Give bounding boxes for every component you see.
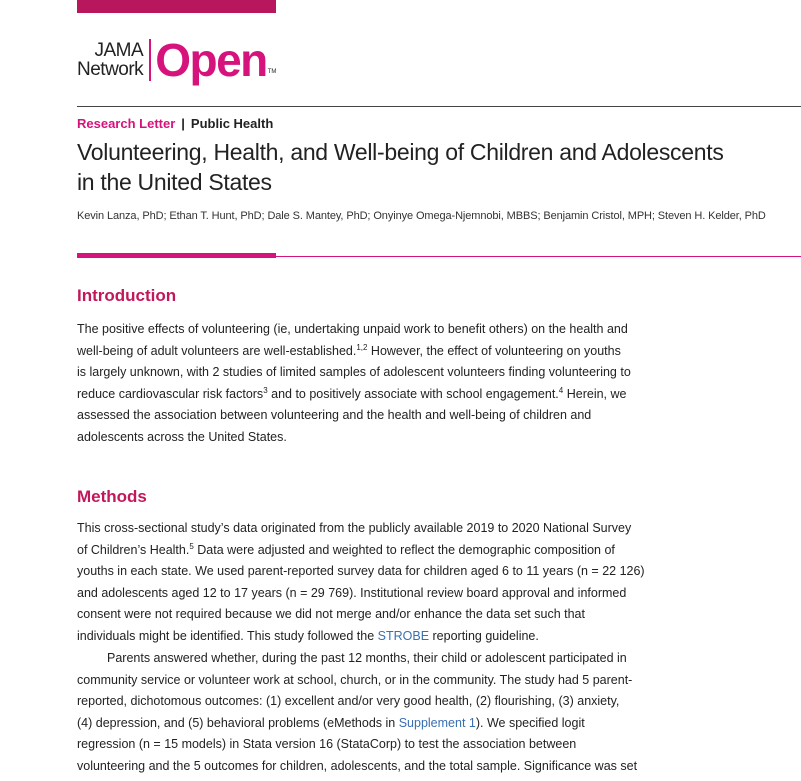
logo-jama-text: JAMA — [94, 40, 144, 61]
text-run: (4) depression, and (5) behavioral problems (eMethods in — [77, 715, 399, 730]
text-run: reduce cardiovascular risk factors — [77, 386, 264, 401]
journal-logo[interactable] — [77, 34, 277, 86]
text-run: reporting guideline. — [429, 628, 539, 643]
text-line: reported, dichotomous outcomes: (1) excellent and/or very good health, (2) flourishing, (3) anxiety, — [77, 694, 620, 709]
text-line: adolescents across the United States. — [77, 429, 287, 444]
text-line — [77, 713, 637, 735]
text-line: youths in each state. We used parent-reported survey data for children aged 6 to 11 years (n = 22 126) — [77, 564, 645, 579]
text-run: individuals might be identified. This study followed the — [77, 628, 378, 643]
logo-trademark: TM — [267, 69, 277, 75]
text-line: is largely unknown, with 2 studies of limited samples of adolescent volunteers finding volunteering to — [77, 365, 631, 380]
text-run: However, the effect of volunteering on youths — [367, 343, 621, 358]
text-line — [77, 384, 631, 406]
strobe-link[interactable]: STROBE — [377, 628, 430, 643]
text-line: volunteering and the 5 outcomes for children, adolescents, and the total sample. Significance was set — [77, 758, 638, 773]
text-run: of Children’s Health. — [77, 542, 190, 557]
text-line: assessed the association between volunteering and the health and well-being of children and — [77, 408, 592, 423]
text-line — [77, 341, 631, 363]
text-run: Data were adjusted and weighted to reflect the demographic composition of — [193, 542, 615, 557]
text-line: regression (n = 15 models) in Stata version 16 (StataCorp) to test the association between — [77, 737, 577, 752]
logo-open-text: Open — [155, 34, 267, 86]
text-line: consent were not required because we did not merge and/or enhance the data set such that — [77, 607, 585, 622]
introduction-heading: Introduction — [77, 286, 177, 305]
logo-divider — [149, 39, 151, 81]
kicker-separator: | — [181, 116, 185, 131]
methods-paragraph-1 — [77, 518, 645, 648]
text-line: Parents answered whether, during the past 12 months, their child or adolescent participated in — [107, 651, 627, 665]
text-line: This cross-sectional study’s data originated from the publicly available 2019 to 2020 National Survey — [77, 521, 632, 535]
header-divider — [77, 106, 801, 107]
article-kicker — [77, 116, 273, 131]
section-thin-rule — [276, 256, 801, 257]
title-line: in the United States — [77, 169, 272, 195]
text-line — [77, 626, 645, 648]
methods-heading: Methods — [77, 487, 147, 506]
text-line: and adolescents aged 12 to 17 years (n = 29 769). Institutional review board approval and informed — [77, 585, 627, 600]
title-line: Volunteering, Health, and Well-being of Children and Adolescents — [77, 139, 724, 165]
citation-ref[interactable]: 1,2 — [356, 342, 368, 352]
text-run: ). We specified logit — [475, 715, 585, 730]
top-accent-bar — [77, 0, 276, 13]
text-run: and to positively associate with school engagement. — [267, 386, 559, 401]
text-run: Herein, we — [563, 386, 627, 401]
text-run: well-being of adult volunteers are well-established. — [77, 343, 357, 358]
section-accent-rule — [77, 253, 276, 258]
logo-wordmark-stack — [77, 41, 143, 79]
introduction-paragraph — [77, 319, 631, 449]
article-subcategory: Public Health — [190, 116, 274, 131]
text-line — [77, 540, 645, 562]
author-list: Kevin Lanza, PhD; Ethan T. Hunt, PhD; Dale S. Mantey, PhD; Onyinye Omega-Njemnobi, MBBS; Benjamin Cristol, MPH; Steven H. Kelder, PhD — [77, 210, 766, 222]
logo-network-text: Network — [77, 59, 144, 80]
citation-ref[interactable]: 3 — [263, 385, 268, 395]
article-title — [77, 137, 787, 197]
text-line: community service or volunteer work at school, church, or in the community. The study had 5 parent- — [77, 672, 633, 687]
citation-ref[interactable]: 5 — [189, 541, 194, 551]
supplement-link[interactable]: Supplement 1 — [398, 715, 476, 730]
methods-paragraph-2 — [77, 648, 637, 778]
text-line: The positive effects of volunteering (ie, undertaking unpaid work to benefit others) on the health and — [77, 322, 628, 336]
citation-ref[interactable]: 4 — [558, 385, 564, 395]
article-category: Research Letter — [77, 116, 176, 131]
